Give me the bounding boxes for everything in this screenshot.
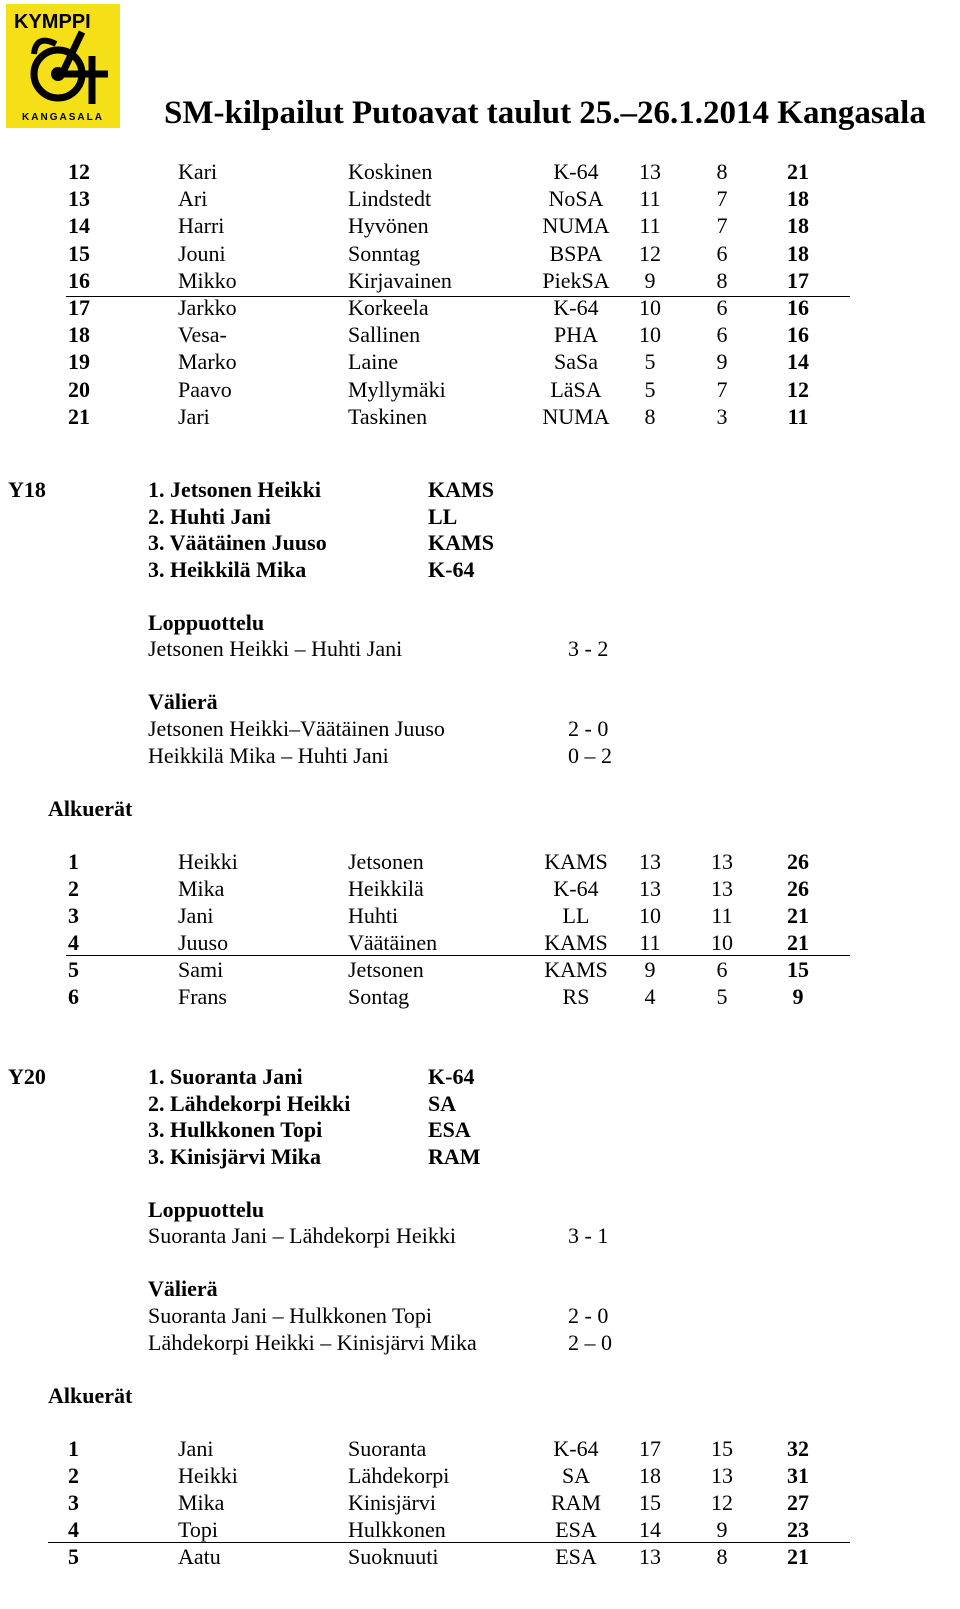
table-row bbox=[0, 956, 960, 983]
last-name-cell: Myllymäki bbox=[348, 376, 446, 402]
total-cell: 26 bbox=[787, 849, 809, 874]
m-score: 2 - 0 bbox=[568, 1303, 609, 1328]
table-row bbox=[0, 1435, 960, 1462]
score-2-cell: 13 bbox=[711, 875, 733, 901]
final-match bbox=[0, 635, 960, 662]
table-row bbox=[0, 185, 960, 212]
rank-cell: 12 bbox=[68, 159, 90, 184]
club-cell: LL bbox=[562, 902, 590, 928]
rank-cell: 2 bbox=[68, 875, 79, 901]
table-row bbox=[0, 294, 960, 321]
first-name-cell: Jani bbox=[178, 1436, 214, 1461]
club-cell: BSPA bbox=[549, 240, 603, 266]
total-cell: 21 bbox=[787, 929, 809, 955]
club-cell: ESA bbox=[555, 1543, 597, 1569]
p-name: 3. Hulkkonen Topi bbox=[148, 1117, 323, 1143]
first-name-cell: Marko bbox=[178, 349, 237, 375]
club-cell: KAMS bbox=[544, 849, 608, 874]
first-name-cell: Heikki bbox=[178, 849, 238, 874]
last-name-cell: Hulkkonen bbox=[348, 1516, 446, 1542]
total-cell: 26 bbox=[787, 875, 809, 901]
score-1-cell: 18 bbox=[639, 1462, 661, 1488]
semi-match bbox=[0, 1302, 960, 1329]
logo-graphic bbox=[6, 4, 120, 128]
p-name: 1. Jetsonen Heikki bbox=[148, 477, 321, 502]
club-cell: NUMA bbox=[542, 403, 610, 429]
podium-entry bbox=[0, 1116, 960, 1143]
podium-entry bbox=[0, 1063, 960, 1090]
score-2-cell: 6 bbox=[716, 322, 728, 348]
semi-match bbox=[0, 1329, 960, 1356]
semi-heading: Välierä bbox=[148, 689, 218, 714]
m-score: 3 - 2 bbox=[568, 636, 609, 661]
m-score: 2 – 0 bbox=[568, 1329, 612, 1355]
score-2-cell: 12 bbox=[711, 1489, 733, 1515]
m-name: Heikkilä Mika – Huhti Jani bbox=[148, 742, 389, 768]
last-name-cell: Hyvönen bbox=[348, 213, 429, 239]
table-row bbox=[0, 376, 960, 403]
score-2-cell: 7 bbox=[716, 376, 728, 402]
m-name: Suoranta Jani – Lähdekorpi Heikki bbox=[148, 1223, 456, 1248]
score-1-cell: 10 bbox=[639, 322, 661, 348]
score-1-cell: 13 bbox=[639, 1543, 661, 1569]
first-name-cell: Paavo bbox=[178, 376, 232, 402]
m-name: Lähdekorpi Heikki – Kinisjärvi Mika bbox=[148, 1329, 477, 1355]
first-name-cell: Kari bbox=[178, 159, 218, 184]
cut-line bbox=[66, 955, 850, 956]
score-1-cell: 4 bbox=[644, 983, 656, 1009]
club-cell: K-64 bbox=[553, 875, 599, 901]
first-name-cell: Harri bbox=[178, 213, 225, 239]
p-club: RAM bbox=[428, 1144, 481, 1170]
rank-cell: 13 bbox=[68, 186, 90, 212]
p-club: KAMS bbox=[428, 530, 494, 556]
table-row bbox=[0, 848, 960, 875]
cut-line bbox=[48, 1542, 850, 1543]
semi-match bbox=[0, 742, 960, 769]
total-cell: 32 bbox=[787, 1436, 809, 1461]
score-1-cell: 11 bbox=[639, 186, 661, 212]
podium-entry bbox=[0, 503, 960, 530]
club-cell: RS bbox=[562, 983, 590, 1009]
table-row bbox=[0, 875, 960, 902]
rank-cell: 18 bbox=[68, 322, 90, 348]
first-name-cell: Mika bbox=[178, 1489, 225, 1515]
total-cell: 16 bbox=[787, 295, 809, 320]
qualification-heading: Alkuerät bbox=[48, 796, 133, 821]
last-name-cell: Heikkilä bbox=[348, 875, 424, 901]
total-cell: 9 bbox=[792, 983, 804, 1009]
score-1-cell: 12 bbox=[639, 240, 661, 266]
podium-entry bbox=[0, 1090, 960, 1117]
club-cell: LäSA bbox=[550, 376, 602, 402]
first-name-cell: Mikko bbox=[178, 267, 237, 293]
score-2-cell: 7 bbox=[716, 213, 728, 239]
table-row bbox=[0, 929, 960, 956]
rank-cell: 3 bbox=[68, 902, 79, 928]
club-cell: KAMS bbox=[544, 956, 608, 982]
p-club: LL bbox=[428, 503, 458, 529]
podium-entry bbox=[0, 476, 960, 503]
first-name-cell: Frans bbox=[178, 983, 227, 1009]
semi-match bbox=[0, 715, 960, 742]
m-score: 3 - 1 bbox=[568, 1223, 609, 1248]
last-name-cell: Sonntag bbox=[348, 240, 421, 266]
p-name: 3. Heikkilä Mika bbox=[148, 557, 307, 583]
score-2-cell: 5 bbox=[716, 983, 728, 1009]
score-2-cell: 10 bbox=[711, 929, 733, 955]
last-name-cell: Lähdekorpi bbox=[348, 1462, 450, 1488]
p-club: KAMS bbox=[428, 477, 494, 502]
logo-bottom-text: KANGASALA bbox=[22, 112, 104, 123]
qualification-heading: Alkuerät bbox=[48, 1383, 133, 1408]
m-name: Suoranta Jani – Hulkkonen Topi bbox=[148, 1303, 433, 1328]
m-name: Jetsonen Heikki – Huhti Jani bbox=[148, 636, 403, 661]
rank-cell: 6 bbox=[68, 983, 79, 1009]
first-name-cell: Topi bbox=[178, 1516, 219, 1542]
total-cell: 21 bbox=[787, 902, 809, 928]
club-cell: SaSa bbox=[554, 349, 598, 375]
score-2-cell: 9 bbox=[716, 349, 728, 375]
m-score: 2 - 0 bbox=[568, 716, 609, 741]
podium-entry bbox=[0, 556, 960, 583]
table-row bbox=[0, 1489, 960, 1516]
last-name-cell: Korkeela bbox=[348, 295, 429, 320]
last-name-cell: Väätäinen bbox=[348, 929, 438, 955]
last-name-cell: Suoknuuti bbox=[348, 1543, 439, 1569]
club-cell: NUMA bbox=[542, 213, 610, 239]
total-cell: 15 bbox=[787, 956, 809, 982]
rank-cell: 2 bbox=[68, 1462, 79, 1488]
club-cell: PHA bbox=[553, 322, 598, 348]
p-club: SA bbox=[428, 1090, 457, 1116]
table-row bbox=[0, 240, 960, 267]
club-cell: K-64 bbox=[553, 295, 599, 320]
total-cell: 11 bbox=[787, 403, 809, 429]
score-1-cell: 9 bbox=[644, 956, 656, 982]
score-2-cell: 8 bbox=[716, 267, 728, 293]
p-club: K-64 bbox=[428, 1064, 475, 1089]
podium-entry bbox=[0, 529, 960, 556]
total-cell: 21 bbox=[787, 159, 809, 184]
rank-cell: 19 bbox=[68, 349, 90, 375]
first-name-cell: Sami bbox=[178, 956, 224, 982]
rank-cell: 17 bbox=[68, 295, 90, 320]
club-cell: RAM bbox=[550, 1489, 602, 1515]
score-2-cell: 6 bbox=[716, 956, 728, 982]
total-cell: 23 bbox=[787, 1516, 809, 1542]
first-name-cell: Heikki bbox=[178, 1462, 238, 1488]
p-name: 2. Huhti Jani bbox=[148, 503, 271, 529]
final-heading: Loppuottelu bbox=[148, 610, 265, 635]
first-name-cell: Jouni bbox=[178, 240, 226, 266]
rank-cell: 5 bbox=[68, 956, 79, 982]
first-name-cell: Aatu bbox=[178, 1543, 221, 1569]
club-cell: ESA bbox=[555, 1516, 597, 1542]
rank-cell: 4 bbox=[68, 1516, 79, 1542]
total-cell: 18 bbox=[787, 240, 809, 266]
total-cell: 16 bbox=[787, 322, 809, 348]
last-name-cell: Sontag bbox=[348, 983, 410, 1009]
score-1-cell: 5 bbox=[644, 376, 656, 402]
last-name-cell: Suoranta bbox=[348, 1436, 427, 1461]
rank-cell: 15 bbox=[68, 240, 90, 266]
first-name-cell: Jari bbox=[178, 403, 210, 429]
y18-category-label: Y18 bbox=[8, 477, 46, 502]
score-1-cell: 9 bbox=[644, 267, 656, 293]
table-row bbox=[0, 1462, 960, 1489]
total-cell: 31 bbox=[787, 1462, 809, 1488]
rank-cell: 4 bbox=[68, 929, 79, 955]
p-club: K-64 bbox=[428, 557, 475, 583]
score-1-cell: 5 bbox=[644, 349, 656, 375]
p-name: 3. Kinisjärvi Mika bbox=[148, 1144, 321, 1170]
semi-heading: Välierä bbox=[148, 1276, 218, 1301]
first-name-cell: Jarkko bbox=[178, 295, 237, 320]
last-name-cell: Koskinen bbox=[348, 159, 433, 184]
total-cell: 14 bbox=[787, 349, 809, 375]
rank-cell: 5 bbox=[68, 1543, 79, 1569]
first-name-cell: Juuso bbox=[178, 929, 229, 955]
last-name-cell: Kinisjärvi bbox=[348, 1489, 436, 1515]
m-name: Jetsonen Heikki–Väätäinen Juuso bbox=[148, 716, 445, 741]
podium-entry bbox=[0, 1143, 960, 1170]
cut-line bbox=[66, 296, 850, 297]
total-cell: 17 bbox=[787, 267, 809, 293]
y20-category-label: Y20 bbox=[8, 1064, 46, 1089]
last-name-cell: Lindstedt bbox=[348, 186, 432, 212]
rank-cell: 16 bbox=[68, 267, 90, 293]
score-1-cell: 13 bbox=[639, 875, 661, 901]
last-name-cell: Kirjavainen bbox=[348, 267, 452, 293]
rank-cell: 20 bbox=[68, 376, 90, 402]
first-name-cell: Jani bbox=[178, 902, 214, 928]
final-match bbox=[0, 1222, 960, 1249]
p-name: 2. Lähdekorpi Heikki bbox=[148, 1090, 351, 1116]
score-1-cell: 15 bbox=[639, 1489, 661, 1515]
score-1-cell: 13 bbox=[639, 159, 661, 184]
club-cell: K-64 bbox=[553, 159, 599, 184]
club-cell: KAMS bbox=[544, 929, 608, 955]
score-2-cell: 9 bbox=[716, 1516, 728, 1542]
score-1-cell: 10 bbox=[639, 902, 661, 928]
logo-top-text: KYMPPI bbox=[14, 11, 91, 33]
last-name-cell: Sallinen bbox=[348, 322, 421, 348]
club-cell: SA bbox=[561, 1462, 591, 1488]
page-title: SM-kilpailut Putoavat taulut 25.–26.1.2014 Kangasala bbox=[164, 95, 926, 131]
club-cell: NoSA bbox=[548, 186, 604, 212]
rank-cell: 1 bbox=[68, 1436, 79, 1461]
p-club: ESA bbox=[428, 1117, 471, 1143]
total-cell: 27 bbox=[787, 1489, 809, 1515]
first-name-cell: Ari bbox=[178, 186, 208, 212]
table-row bbox=[0, 902, 960, 929]
p-name: 3. Väätäinen Juuso bbox=[148, 530, 327, 556]
score-1-cell: 13 bbox=[639, 849, 661, 874]
table-row bbox=[0, 1516, 960, 1543]
table-row bbox=[0, 158, 960, 185]
score-2-cell: 13 bbox=[711, 849, 733, 874]
score-1-cell: 11 bbox=[639, 213, 661, 239]
score-2-cell: 8 bbox=[716, 1543, 728, 1569]
table-row bbox=[0, 267, 960, 294]
score-1-cell: 11 bbox=[639, 929, 661, 955]
table-row bbox=[0, 212, 960, 239]
table-row bbox=[0, 1543, 960, 1570]
score-1-cell: 17 bbox=[639, 1436, 661, 1461]
score-2-cell: 6 bbox=[716, 295, 728, 320]
score-2-cell: 11 bbox=[711, 902, 733, 928]
club-cell: PiekSA bbox=[542, 267, 610, 293]
score-1-cell: 14 bbox=[639, 1516, 661, 1542]
score-2-cell: 8 bbox=[716, 159, 728, 184]
total-cell: 18 bbox=[787, 186, 809, 212]
table-row bbox=[0, 321, 960, 348]
table-row bbox=[0, 403, 960, 430]
score-1-cell: 8 bbox=[644, 403, 656, 429]
last-name-cell: Taskinen bbox=[348, 403, 428, 429]
total-cell: 12 bbox=[787, 376, 809, 402]
rank-cell: 1 bbox=[68, 849, 79, 874]
score-2-cell: 7 bbox=[716, 186, 728, 212]
total-cell: 18 bbox=[787, 213, 809, 239]
last-name-cell: Huhti bbox=[348, 902, 399, 928]
first-name-cell: Vesa- bbox=[178, 322, 227, 348]
last-name-cell: Jetsonen bbox=[348, 956, 424, 982]
final-heading: Loppuottelu bbox=[148, 1197, 265, 1222]
p-name: 1. Suoranta Jani bbox=[148, 1064, 303, 1089]
first-name-cell: Mika bbox=[178, 875, 225, 901]
score-2-cell: 13 bbox=[711, 1462, 733, 1488]
rank-cell: 3 bbox=[68, 1489, 79, 1515]
club-cell: K-64 bbox=[553, 1436, 599, 1461]
total-cell: 21 bbox=[787, 1543, 809, 1569]
last-name-cell: Laine bbox=[348, 349, 399, 375]
last-name-cell: Jetsonen bbox=[348, 849, 424, 874]
rank-cell: 21 bbox=[68, 403, 90, 429]
score-1-cell: 10 bbox=[639, 295, 661, 320]
score-2-cell: 3 bbox=[716, 403, 728, 429]
score-2-cell: 15 bbox=[711, 1436, 733, 1461]
table-row bbox=[0, 348, 960, 375]
m-score: 0 – 2 bbox=[568, 742, 612, 768]
score-2-cell: 6 bbox=[716, 240, 728, 266]
rank-cell: 14 bbox=[68, 213, 90, 239]
kymppi-logo bbox=[6, 4, 120, 128]
table-row bbox=[0, 983, 960, 1010]
